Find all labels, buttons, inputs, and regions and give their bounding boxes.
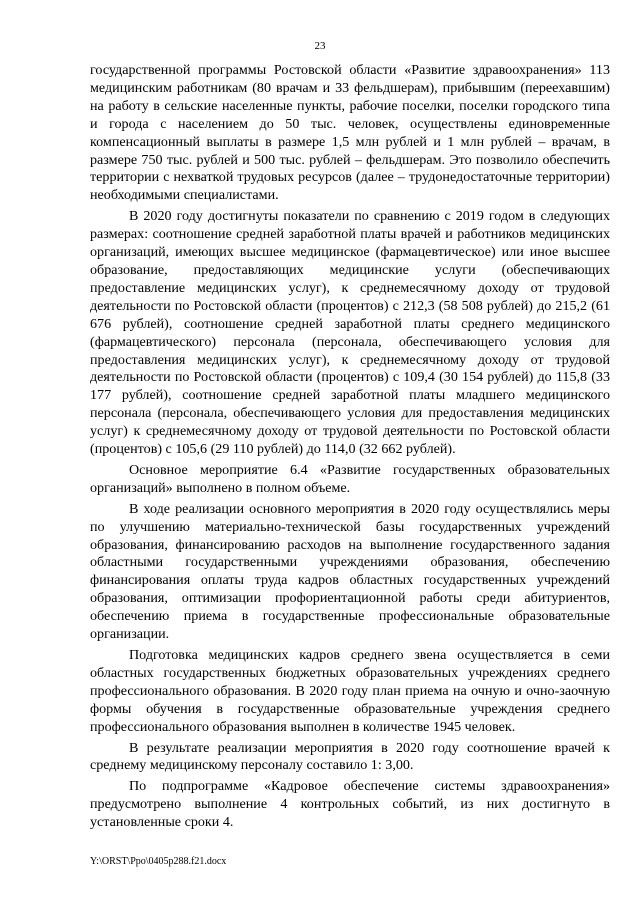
- file-path-footer: Y:\ORST\Ppo\0405p288.f21.docx: [90, 856, 227, 867]
- paragraph-continuation: государственной программы Ростовской области «Развитие здравоохранения» 113 медицинским работникам (80 врачам и 33 фельдшерам), прибывшим (переехавшим) на работу в сельские населенные пункты, рабочие поселки, поселки городского типа и города с населением до 50 тыс. человек, осуществлены единовременные компенсационный выплаты в размере 1,5 млн рублей и 1 млн рублей – врачам, в размере 750 тыс. рублей и 500 тыс. рублей – фельдшерам. Это позволило обеспечить территории с нехваткой трудовых ресурсов (далее – трудонедостаточные территории) необходимыми специалистами.: [90, 62, 610, 204]
- paragraph-training: Подготовка медицинских кадров среднего звена осуществляется в семи областных государственных бюджетных образовательных учреждениях среднего профессионального образования. В 2020 году план приема на очную и очно-заочную формы обучения в государственные образовательные учреждения среднего профессионального образования выполнен в количестве 1945 человек.: [90, 647, 610, 735]
- paragraph-implementation: В ходе реализации основного мероприятия в 2020 году осуществлялись меры по улучшению материально-технической базы государственных учреждений образования, финансированию расходов на выполнение государственного задания областными государственными учреждениями образования, обеспечению финансирования оплаты труда кадров областных государственных учреждений образования, оптимизации профориентационной работы среди абитуриентов, обеспечению приема в государственные профессиональные образовательные организации.: [90, 500, 610, 643]
- document-body: [90, 62, 610, 832]
- paragraph-ratio: В результате реализации мероприятия в 2020 году соотношение врачей к среднему медицинскому персоналу составило 1: 3,00.: [90, 739, 610, 774]
- page-number: 23: [314, 40, 326, 52]
- paragraph-subprogram: По подпрограмме «Кадровое обеспечение системы здравоохранения» предусмотрено выполнение 4 контрольных событий, из них достигнуто в установленные сроки 4.: [90, 778, 610, 831]
- paragraph-measure-6-4: Основное мероприятие 6.4 «Развитие государственных образовательных организаций» выполнено в полном объеме.: [90, 461, 610, 496]
- paragraph-indicators: В 2020 году достигнуты показатели по сравнению с 2019 годом в следующих размерах: соотношение средней заработной платы врачей и работников медицинских организаций, имеющих высшее медицинское (фармацевтическое) или иное высшее образование, предоставляющих медицинские услуги (обеспечивающих предоставление медицинских услуг), к среднемесячному доходу от трудовой деятельности по Ростовской области (процентов) с 212,3 (58 508 рублей) до 215,2 (61 676 рублей), соотношение средней заработной платы среднего медицинского (фармацевтического) персонала (персонала, обеспечивающего условия для предоставления медицинских услуг), к среднемесячному доходу от трудовой деятельности по Ростовской области (процентов) с 109,4 (30 154 рублей) до 115,8 (33 177 рублей), соотношение средней заработной платы младшего медицинского персонала (персонала, обеспечивающего условия для предоставления медицинских услуг) к среднемесячному доходу от трудовой деятельности по Ростовской области (процентов) с 105,6 (29 110 рублей) до 114,0 (32 662 рублей).: [90, 208, 610, 458]
